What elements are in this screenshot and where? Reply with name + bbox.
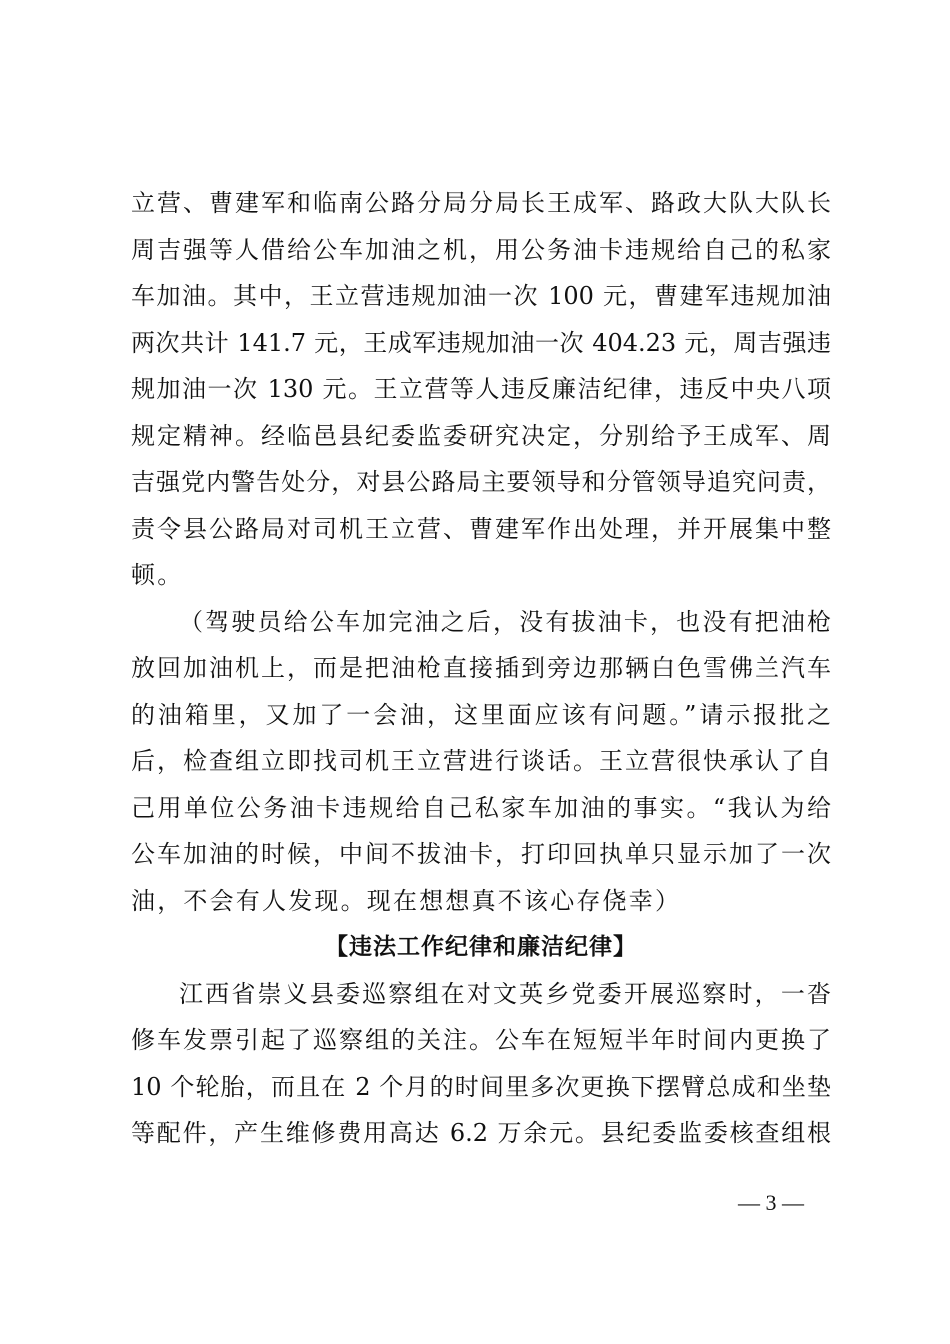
paragraph-2 bbox=[131, 599, 831, 925]
paragraph-line: 10 个轮胎，而且在 2 个月的时间里多次更换下摆臂总成和坐垫 bbox=[131, 1072, 831, 1101]
paragraph-line: 顿。 bbox=[131, 561, 184, 589]
paragraph-1 bbox=[131, 180, 831, 599]
paragraph-line: 车加油。其中，王立营违规加油一次 100 元，曹建军违规加油 bbox=[131, 282, 831, 310]
paragraph-line: 油，不会有人发现。现在想想真不该心存侥幸） bbox=[131, 886, 682, 915]
paragraph-line: 的油箱里，又加了一会油，这里面应该有问题。”请示报批之 bbox=[131, 700, 831, 729]
paragraph-line: 江西省崇义县委巡察组在对文英乡党委开展巡察时，一沓 bbox=[179, 979, 831, 1008]
paragraph-line: 公车加油的时候，中间不拔油卡，打印回执单只显示加了一次 bbox=[131, 840, 831, 868]
paragraph-line: （驾驶员给公车加完油之后，没有拔油卡，也没有把油枪 bbox=[179, 607, 831, 636]
paragraph-line: 己用单位公务油卡违规给自己私家车加油的事实。“我认为给 bbox=[131, 793, 831, 822]
paragraph-line: 等配件，产生维修费用高达 6.2 万余元。县纪委监委核查组根 bbox=[131, 1119, 831, 1147]
paragraph-3 bbox=[131, 971, 831, 1157]
paragraph-line: 周吉强等人借给公车加油之机，用公务油卡违规给自己的私家 bbox=[131, 235, 831, 264]
document-body bbox=[131, 180, 831, 1157]
paragraph-line: 责令县公路局对司机王立营、曹建军作出处理，并开展集中整 bbox=[131, 514, 831, 543]
paragraph-line: 规加油一次 130 元。王立营等人违反廉洁纪律，违反中央八项 bbox=[131, 375, 831, 403]
page-number: — 3 — bbox=[738, 1190, 804, 1215]
paragraph-line: 两次共计 141.7 元，王成军违规加油一次 404.23 元，周吉强违 bbox=[131, 328, 831, 357]
paragraph-line: 吉强党内警告处分，对县公路局主要领导和分管领导追究问责， bbox=[131, 468, 831, 496]
paragraph-line: 立营、曹建军和临南公路分局分局长王成军、路政大队大队长 bbox=[131, 189, 831, 217]
section-heading: 【违法工作纪律和廉洁纪律】 bbox=[325, 934, 637, 960]
paragraph-line: 规定精神。经临邑县纪委监委研究决定，分别给予王成军、周 bbox=[131, 421, 831, 450]
paragraph-line: 修车发票引起了巡察组的关注。公车在短短半年时间内更换了 bbox=[131, 1026, 831, 1054]
paragraph-line: 放回加油机上，而是把油枪直接插到旁边那辆白色雪佛兰汽车 bbox=[131, 654, 831, 682]
paragraph-line: 后，检查组立即找司机王立营进行谈话。王立营很快承认了自 bbox=[131, 747, 831, 775]
